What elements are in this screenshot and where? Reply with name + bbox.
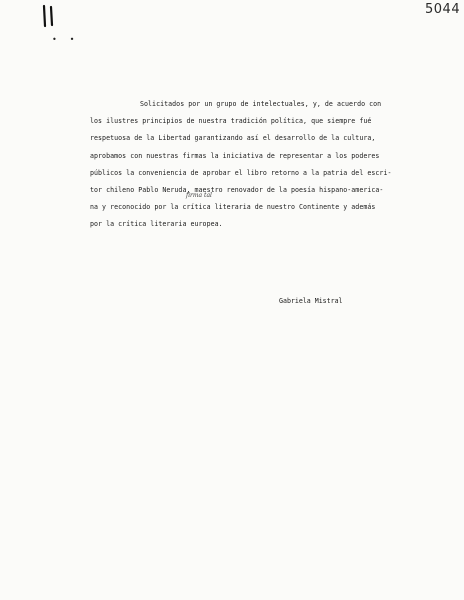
body-line: por la crítica literaria europea.	[90, 220, 223, 229]
signature: Gabriela Mistral	[279, 297, 343, 305]
body-line: Solicitados por un grupo de intelectuales, y, de acuerdo con	[140, 100, 382, 108]
body-line: los ilustres principios de nuestra tradición política, que siempre fué	[90, 117, 372, 126]
body-line: respetuosa de la Libertad garantizando así el desarrollo de la cultura,	[90, 134, 376, 143]
body-line: públicos la conveniencia de aprobar el libro retorno a la patria del escri-	[90, 168, 392, 177]
handwritten-insert: firma tal	[186, 192, 212, 199]
body-line: na y reconocido por la crítica literaria de nuestro Continente y además	[90, 203, 376, 212]
body-line: tor chileno Pablo Neruda, maestro renovador de la poesía hispano-america-	[90, 185, 384, 194]
handwritten-mark-icon	[40, 4, 60, 28]
body-line: aprobamos con nuestras firmas la iniciativa de representar a los poderes	[90, 151, 380, 160]
reference-number: 5044	[425, 2, 461, 17]
ink-dots: • •	[52, 35, 79, 44]
letter-body	[90, 96, 430, 234]
